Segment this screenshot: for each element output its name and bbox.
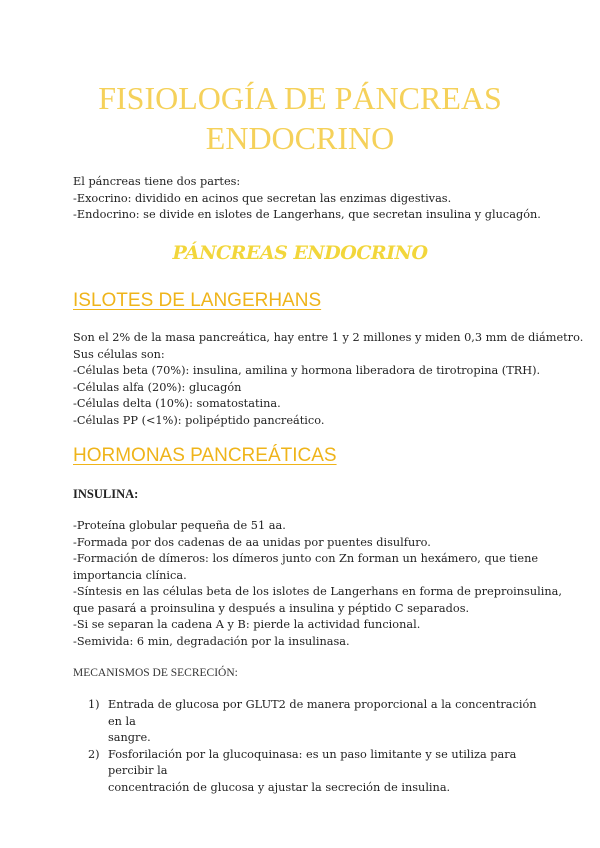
islotes-line: Sus células son: <box>73 347 165 361</box>
islotes-line: -Células PP (<1%): polipéptido pancreático. <box>73 413 325 427</box>
list-line: sangre. <box>108 731 151 744</box>
islotes-line: Son el 2% de la masa pancreática, hay entre 1 y 2 millones y miden 0,3 mm de diámetro. <box>73 331 584 344</box>
insulina-line: -Semivida: 6 min, degradación por la insulinasa. <box>73 634 350 648</box>
islotes-paragraph <box>73 330 584 429</box>
intro-paragraph <box>73 174 543 224</box>
hormonas-heading: HORMONAS PANCREÁTICAS <box>73 445 337 466</box>
title-line-1: FISIOLOGÍA DE PÁNCREAS <box>98 80 502 116</box>
title-line-2: ENDOCRINO <box>205 120 395 156</box>
intro-line: -Exocrino: dividido en acinos que secretan las enzimas digestivas. <box>73 191 452 205</box>
insulina-subheading: INSULINA: <box>73 487 139 501</box>
insulina-line: que pasará a proinsulina y después a insulina y péptido C separados. <box>73 601 470 615</box>
intro-line: -Endocrino: se divide en islotes de Langerhans, que secretan insulina y glucagón. <box>73 208 541 221</box>
insulina-line: -Proteína globular pequeña de 51 aa. <box>73 519 286 532</box>
list-number: 1) <box>88 698 100 711</box>
islotes-heading: ISLOTES DE LANGERHANS <box>73 290 322 311</box>
list-line: Entrada de glucosa por GLUT2 de manera proporcional a la concentración en la <box>108 698 537 728</box>
page-title <box>0 78 600 158</box>
list-line: concentración de glucosa y ajustar la secreción de insulina. <box>108 780 451 794</box>
intro-line: El páncreas tiene dos partes: <box>73 175 241 188</box>
script-heading: PÁNCREAS ENDOCRINO <box>172 242 428 264</box>
islotes-line: -Células delta (10%): somatostatina. <box>73 397 281 410</box>
insulina-line: -Si se separan la cadena A y B: pierde la actividad funcional. <box>73 618 421 631</box>
list-item <box>88 747 548 797</box>
islotes-line: -Células alfa (20%): glucagón <box>73 380 242 394</box>
islotes-line: -Células beta (70%): insulina, amilina y hormona liberadora de tirotropina (TRH). <box>73 364 541 377</box>
insulina-line: -Síntesis en las células beta de los islotes de Langerhans en forma de preproinsulina, <box>73 585 562 598</box>
insulina-line: importancia clínica. <box>73 568 187 582</box>
insulina-line: -Formada por dos cadenas de aa unidas por puentes disulfuro. <box>73 535 431 549</box>
list-item <box>88 697 548 747</box>
mechanisms-heading: MECANISMOS DE SECRECIÓN: <box>73 667 238 679</box>
mechanisms-list <box>88 697 548 796</box>
list-line: Fosforilación por la glucoquinasa: es un paso limitante y se utiliza para percibir la <box>108 747 517 777</box>
insulina-paragraph <box>73 518 562 650</box>
list-number: 2) <box>88 747 100 761</box>
insulina-line: -Formación de dímeros: los dímeros junto con Zn forman un hexámero, que tiene <box>73 552 539 565</box>
